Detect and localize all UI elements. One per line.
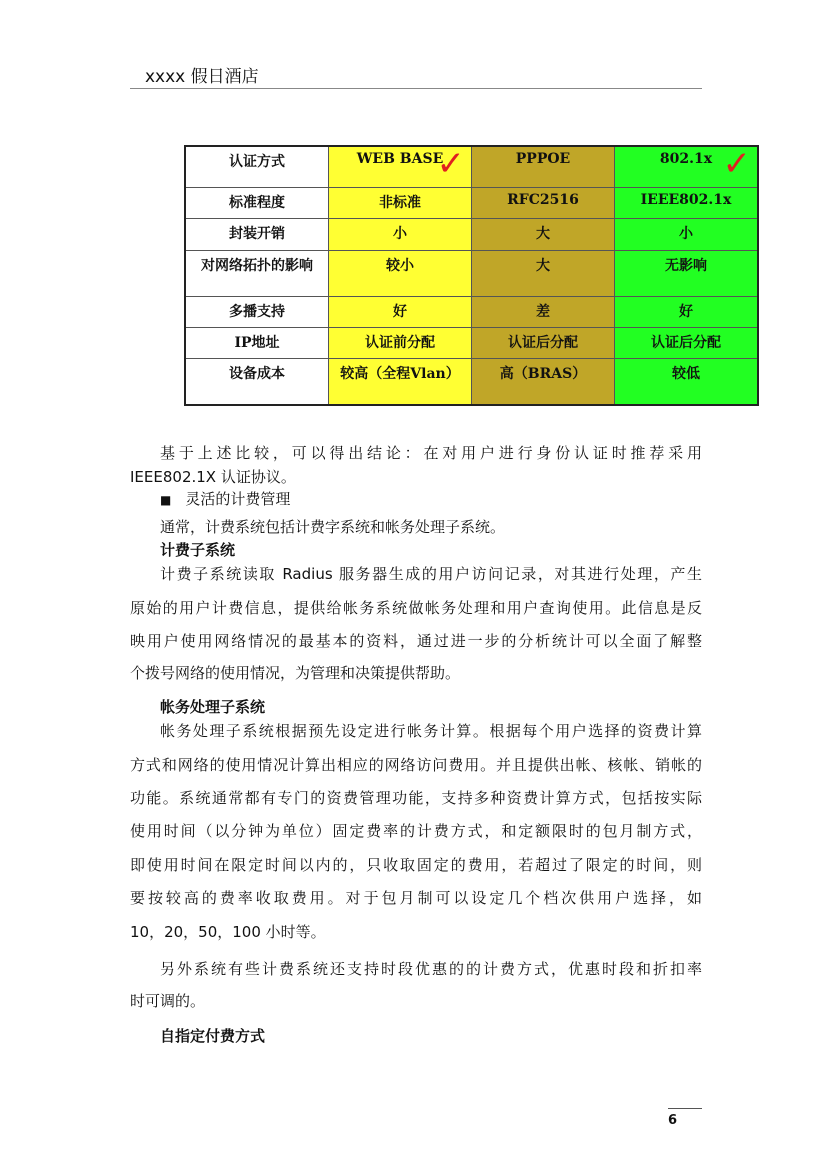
cell-text: 好 xyxy=(679,303,693,320)
line-text: 原始的用户计费信息，提供给帐务系统做帐务处理和用户查询使用。此信息是反 xyxy=(130,599,702,617)
table-row xyxy=(185,327,758,358)
table-row xyxy=(185,187,758,218)
line-text: 即使用时间在限定时间以内的，只收取固定的费用，若超过了限定的时间，则 xyxy=(130,856,702,874)
line-text: 帐务处理子系统根据预先设定进行帐务计算。根据每个用户选择的资费计算 xyxy=(160,722,702,740)
table-cell xyxy=(472,218,615,250)
cell-text: WEB BASE xyxy=(356,151,444,167)
table-row xyxy=(185,218,758,250)
cell-text: 802.1x xyxy=(659,151,713,167)
cell-text: IP地址 xyxy=(234,334,280,351)
cell-text: 认证方式 xyxy=(229,154,285,170)
row-header-cell xyxy=(185,187,329,218)
paragraph-line xyxy=(130,662,702,683)
line-text: 通常，计费系统包括计费字系统和帐务处理子系统。 xyxy=(160,518,506,536)
table-cell xyxy=(472,250,615,296)
paragraph-line xyxy=(160,563,702,584)
paragraph-line xyxy=(130,921,702,942)
authentication-comparison-table xyxy=(184,145,759,406)
table-cell xyxy=(615,296,759,327)
paragraph-line xyxy=(130,990,702,1011)
cell-text: 差 xyxy=(536,303,550,320)
table-cell xyxy=(615,218,759,250)
line-text: 基于上述比较，可以得出结论：在对用户进行身份认证时推荐采用 xyxy=(160,444,702,462)
table-cell xyxy=(472,146,615,187)
line-text: 个拨号网络的使用情况，为管理和决策提供帮助。 xyxy=(130,664,461,682)
table-cell xyxy=(329,218,472,250)
paragraph-line xyxy=(130,466,702,487)
paragraph-line xyxy=(160,720,702,741)
row-header-cell xyxy=(185,218,329,250)
row-header-cell xyxy=(185,296,329,327)
header-divider xyxy=(130,88,702,89)
paragraph-line xyxy=(130,787,702,808)
paragraph-line xyxy=(160,516,702,537)
section-heading xyxy=(160,539,702,560)
cell-text: 封装开销 xyxy=(229,225,285,242)
line-text: 时可调的。 xyxy=(130,992,206,1010)
cell-text: 高（BRAS） xyxy=(499,365,587,382)
row-header-cell xyxy=(185,250,329,296)
line-text: 帐务处理子系统 xyxy=(160,698,266,716)
line-text: 计费子系统读取 Radius 服务器生成的用户访问记录，对其进行处理，产生 xyxy=(160,565,702,583)
table-cell xyxy=(329,327,472,358)
line-text: 计费子系统 xyxy=(160,541,236,559)
table-cell xyxy=(329,250,472,296)
line-text: 灵活的计费管理 xyxy=(185,490,291,508)
table-cell xyxy=(472,296,615,327)
bullet-square-icon: ■ xyxy=(160,493,172,507)
cell-text: 小 xyxy=(393,225,407,242)
row-header-cell xyxy=(185,358,329,405)
paragraph-line xyxy=(130,597,702,618)
cell-text: 非标准 xyxy=(379,194,421,211)
line-text: 映用户使用网络情况的最基本的资料，通过进一步的分析统计可以全面了解整 xyxy=(130,632,702,650)
cell-text: 多播支持 xyxy=(229,303,285,320)
paragraph-line xyxy=(130,630,702,651)
line-text: 要按较高的费率收取费用。对于包月制可以设定几个档次供用户选择，如 xyxy=(130,889,702,907)
cell-text: RFC2516 xyxy=(507,191,579,208)
paragraph-line xyxy=(130,854,702,875)
table-cell xyxy=(472,358,615,405)
row-header-cell xyxy=(185,146,329,187)
table-cell xyxy=(615,146,759,187)
checkmark-icon: ✓ xyxy=(722,144,751,184)
cell-text: 较高（全程Vlan） xyxy=(340,365,460,382)
table-row xyxy=(185,296,758,327)
cell-text: 标准程度 xyxy=(229,194,285,211)
cell-text: 较低 xyxy=(672,365,700,382)
cell-text: PPPOE xyxy=(515,151,571,167)
cell-text: 小 xyxy=(679,225,693,242)
row-header-cell xyxy=(185,327,329,358)
line-text: IEEE802.1X 认证协议。 xyxy=(130,468,296,486)
table-cell xyxy=(329,358,472,405)
line-text: 功能。系统通常都有专门的资费管理功能，支持多种资费计算方式，包括按实际 xyxy=(130,789,702,807)
cell-text: 设备成本 xyxy=(229,365,285,382)
paragraph-line xyxy=(130,887,702,908)
checkmark-icon: ✓ xyxy=(436,144,465,184)
cell-text: 大 xyxy=(536,257,550,274)
line-text: 另外系统有些计费系统还支持时段优惠的的计费方式，优惠时段和折扣率 xyxy=(160,960,702,978)
paragraph-line xyxy=(160,442,702,463)
table-cell xyxy=(615,187,759,218)
cell-text: 对网络拓扑的影响 xyxy=(201,257,313,274)
paragraph-line xyxy=(160,958,702,979)
cell-text: 无影响 xyxy=(665,257,707,274)
line-text: 方式和网络的使用情况计算出相应的网络访问费用。并且提供出帐、核帐、销帐的 xyxy=(130,756,702,774)
cell-text: 认证后分配 xyxy=(651,334,721,351)
table-row xyxy=(185,250,758,296)
cell-text: 大 xyxy=(536,225,550,242)
table-row xyxy=(185,358,758,405)
table-cell xyxy=(329,296,472,327)
paragraph-line xyxy=(130,820,702,841)
paragraph-line xyxy=(130,754,702,775)
cell-text: 认证前分配 xyxy=(365,334,435,351)
line-text: 使用时间（以分钟为单位）固定费率的计费方式，和定额限时的包月制方式， xyxy=(130,822,702,840)
section-heading xyxy=(160,1025,702,1046)
line-text: 自指定付费方式 xyxy=(160,1027,266,1045)
page-number: 6 xyxy=(668,1113,678,1128)
table-cell xyxy=(472,327,615,358)
footer-divider xyxy=(668,1108,702,1109)
document-header-title: xxxx 假日酒店 xyxy=(145,67,259,87)
table-cell xyxy=(329,146,472,187)
section-heading xyxy=(160,696,702,717)
paragraph-line xyxy=(160,488,702,509)
cell-text: 较小 xyxy=(386,257,414,274)
table-cell xyxy=(472,187,615,218)
table-cell xyxy=(329,187,472,218)
table-cell xyxy=(615,327,759,358)
cell-text: 认证后分配 xyxy=(508,334,578,351)
line-text: 10，20，50，100 小时等。 xyxy=(130,923,326,941)
cell-text: IEEE802.1x xyxy=(640,191,732,208)
table-row xyxy=(185,146,758,187)
cell-text: 好 xyxy=(393,303,407,320)
table-cell xyxy=(615,358,759,405)
table-cell xyxy=(615,250,759,296)
